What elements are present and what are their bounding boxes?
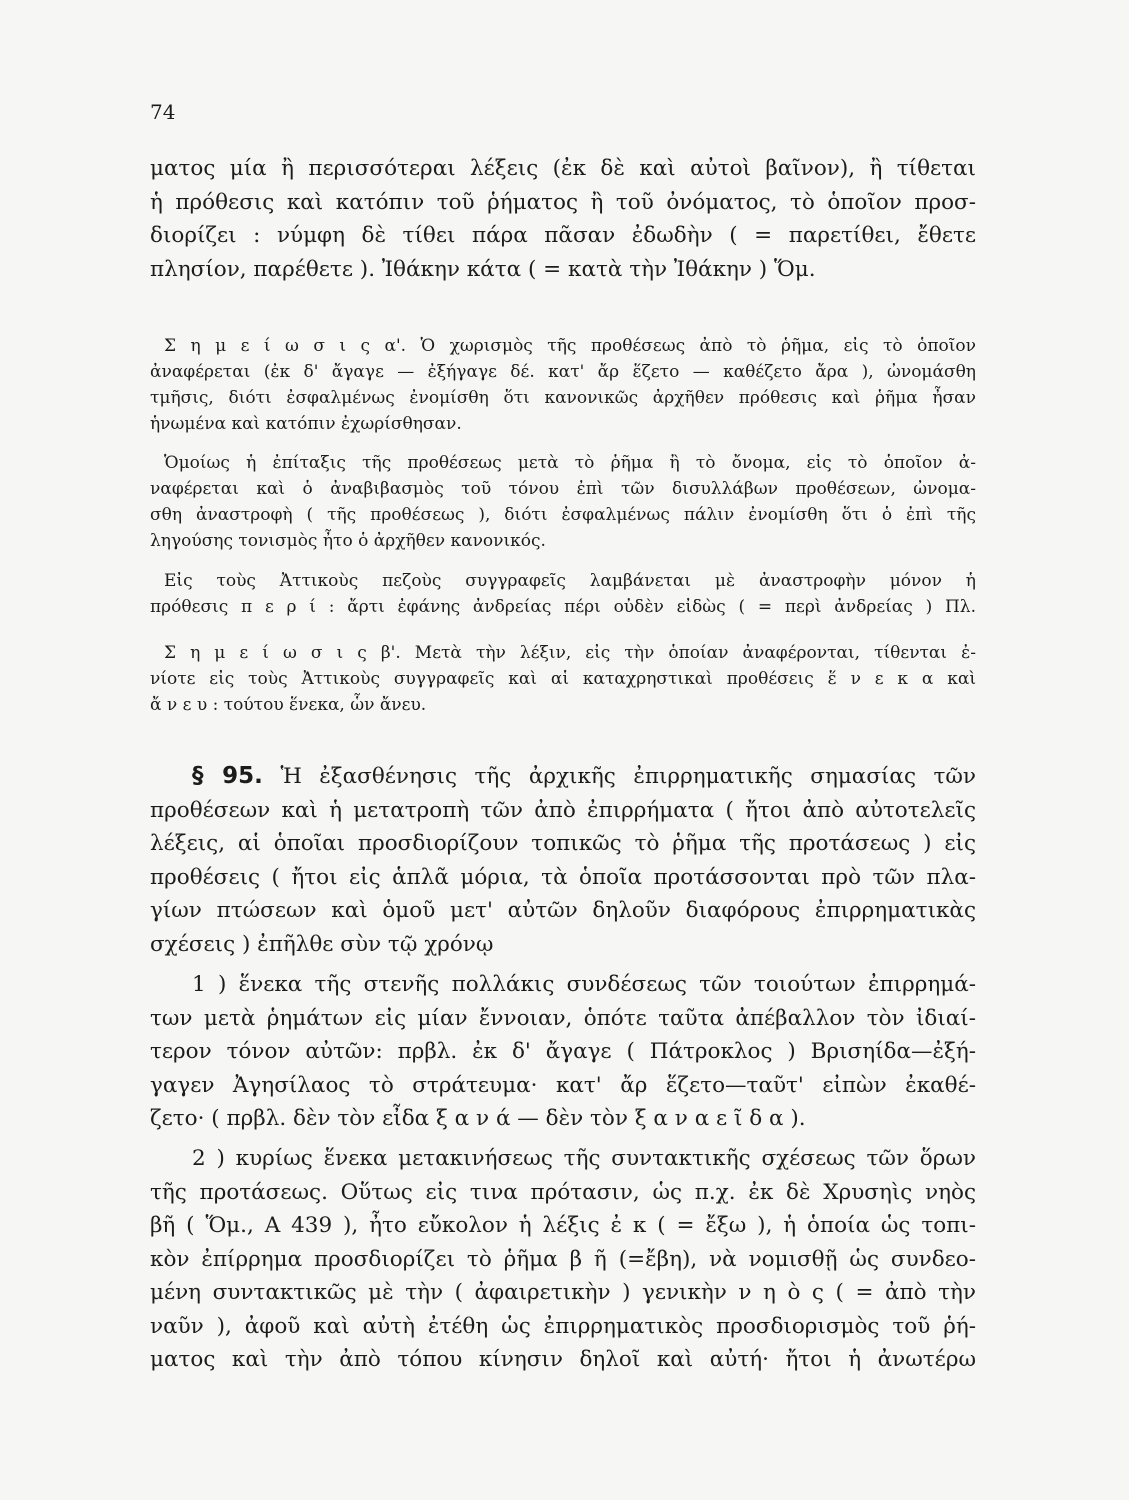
- note-anastrophe: [150, 450, 976, 554]
- text-line: γίων πτώσεων καὶ ὁμοῦ μετ' αὐτῶν δηλοῦν διαφόρους ἐπιρρηματικὰς: [150, 898, 976, 923]
- text-line: τερον τόνον αὐτῶν: πρβλ. ἐκ δ' ἄγαγε ( Πάτροκλος ) Βρισηίδα—ἐξή-: [150, 1039, 976, 1064]
- text-line: σχέσεις ) ἐπῆλθε σὺν τῷ χρόνῳ: [150, 931, 494, 957]
- note-alpha: [150, 333, 976, 437]
- text-line: ληγούσης τονισμὸς ἦτο ὁ ἀρχῆθεν κανονικός.: [150, 531, 546, 551]
- text-line: τῆς προτάσεως. Οὕτως εἰς τινα πρότασιν, ὡς π.χ. ἐκ δὲ Χρυσηὶς νηὸς: [150, 1179, 976, 1205]
- section-number: § 95.: [192, 763, 263, 789]
- text-line: λέξεις, αἱ ὁποῖαι προσδιορίζουν τοπικῶς τὸ ῥῆμα τῆς προτάσεως ) εἰς: [150, 831, 976, 856]
- text-line: των μετὰ ῥημάτων εἰς μίαν ἔννοιαν, ὁπότε ταῦτα ἀπέβαλλον τὸν ἰδιαί-: [150, 1005, 976, 1031]
- text-line: γαγεν Ἀγησίλαος τὸ στράτευμα· κατ' ἄρ ἕζετο—ταῦτ' εἰπὼν ἐκαθέ-: [150, 1072, 976, 1098]
- text-line: Σ η μ ε ί ω σ ι ς α'. Ὁ χωρισμὸς τῆς προθέσεως ἀπὸ τὸ ῥῆμα, εἰς τὸ ὁποῖον: [164, 336, 976, 356]
- text-line: 2 ) κυρίως ἕνεκα μετακινήσεως τῆς συντακτικῆς σχέσεως τῶν ὅρων: [192, 1146, 976, 1171]
- text-line: ἄ ν ε υ : τούτου ἕνεκα, ὧν ἄνευ.: [150, 695, 427, 715]
- text-line: ναῦν ), ἀφοῦ καὶ αὐτὴ ἐτέθη ὡς ἐπιρρηματικὸς προσδιορισμὸς τοῦ ῥή-: [150, 1313, 976, 1339]
- note-beta: [150, 640, 976, 718]
- text-line: ματος μία ἢ περισσότεραι λέξεις (ἐκ δὲ καὶ αὐτοὶ βαῖνον), ἢ τίθεται: [150, 156, 976, 181]
- section-first-line: [150, 760, 976, 794]
- section-95: [150, 760, 976, 961]
- text-line: προθέσεων καὶ ἡ μετατροπὴ τῶν ἀπὸ ἐπιρρήματα ( ἤτοι ἀπὸ αὐτοτελεῖς: [150, 797, 976, 823]
- text-line: ματος καὶ τὴν ἀπὸ τόπου κίνησιν δηλοῖ καὶ αὐτή· ἤτοι ἡ ἀνωτέρω: [150, 1347, 976, 1372]
- text-line: μένη συντακτικῶς μὲ τὴν ( ἀφαιρετικὴν ) γενικὴν ν η ὸ ς ( = ἀπὸ τὴν: [150, 1280, 976, 1305]
- point-1: [150, 968, 976, 1136]
- text-line: βῆ ( Ὅμ., Α 439 ), ἦτο εὔκολον ἡ λέξις ἐ κ ( = ἔξω ), ἡ ὁποία ὡς τοπι-: [150, 1213, 976, 1238]
- note-attic: [150, 568, 976, 620]
- paragraph-continuation: [150, 152, 976, 286]
- page-number: 74: [150, 100, 176, 124]
- text-line: πρόθεσις π ε ρ ί : ἄρτι ἐφάνης ἀνδρείας πέρι οὐδὲν εἰδὼς ( = περὶ ἀνδρείας ) Πλ.: [150, 597, 976, 617]
- point-2: [150, 1142, 976, 1377]
- text-line: διορίζει : νύμφη δὲ τίθει πάρα πᾶσαν ἐδωδὴν ( = παρετίθει, ἔθετε: [150, 223, 976, 248]
- text-line: Εἰς τοὺς Ἀττικοὺς πεζοὺς συγγραφεῖς λαμβάνεται μὲ ἀναστροφὴν μόνον ἡ: [164, 571, 976, 591]
- text-line: ἀναφέρεται (ἐκ δ' ἄγαγε — ἐξήγαγε δέ. κατ' ἄρ ἕζετο — καθέζετο ἄρα ), ὠνομάσθη: [150, 362, 976, 382]
- text-line: ναφέρεται καὶ ὁ ἀναβιβασμὸς τοῦ τόνου ἐπὶ τῶν δισυλλάβων προθέσεων, ὠνομα-: [150, 479, 976, 499]
- text-line: ἡ πρόθεσις καὶ κατόπιν τοῦ ῥήματος ἢ τοῦ ὀνόματος, τὸ ὁποῖον προσ-: [150, 189, 976, 215]
- text-line: 1 ) ἕνεκα τῆς στενῆς πολλάκις συνδέσεως τῶν τοιούτων ἐπιρρημά-: [192, 972, 976, 997]
- text-line: ζετο· ( πρβλ. δὲν τὸν εἶδα ξ α ν ά — δὲν τὸν ξ α ν α ε ῖ δ α ).: [150, 1106, 806, 1131]
- section-lead: Ἡ ἐξασθένησις τῆς ἀρχικῆς ἐπιρρηματικῆς σημασίας τῶν: [280, 764, 976, 789]
- text-line: ἡνωμένα καὶ κατόπιν ἐχωρίσθησαν.: [150, 414, 462, 434]
- text-line: νίοτε εἰς τοὺς Ἀττικοὺς συγγραφεῖς καὶ αἱ καταχρηστικαὶ προθέσεις ἕ ν ε κ α καὶ: [150, 669, 976, 689]
- text-line: πλησίον, παρέθετε ). Ἰθάκην κάτα ( = κατὰ τὴν Ἰθάκην ) Ὅμ.: [150, 256, 816, 282]
- text-line: Σ η μ ε ί ω σ ι ς β'. Μετὰ τὴν λέξιν, εἰς τὴν ὁποίαν ἀναφέρονται, τίθενται ἐ-: [164, 643, 976, 663]
- text-line: κὸν ἐπίρρημα προσδιορίζει τὸ ῥῆμα β ῆ (=ἔβη), νὰ νομισθῇ ὡς συνδεο-: [150, 1246, 976, 1272]
- text-line: Ὁμοίως ἡ ἐπίταξις τῆς προθέσεως μετὰ τὸ ῥῆμα ἢ τὸ ὄνομα, εἰς τὸ ὁποῖον ἀ-: [164, 453, 976, 473]
- text-line: σθη ἀναστροφὴ ( τῆς προθέσεως ), διότι ἐσφαλμένως πάλιν ἐνομίσθη ὅτι ὁ ἐπὶ τῆς: [150, 505, 976, 525]
- text-line: προθέσεις ( ἤτοι εἰς ἁπλᾶ μόρια, τὰ ὁποῖα προτάσσονται πρὸ τῶν πλα-: [150, 864, 976, 890]
- text-line: τμῆσις, διότι ἐσφαλμένως ἐνομίσθη ὅτι κανονικῶς ἀρχῆθεν πρόθεσις καὶ ῥῆμα ἦσαν: [150, 388, 976, 408]
